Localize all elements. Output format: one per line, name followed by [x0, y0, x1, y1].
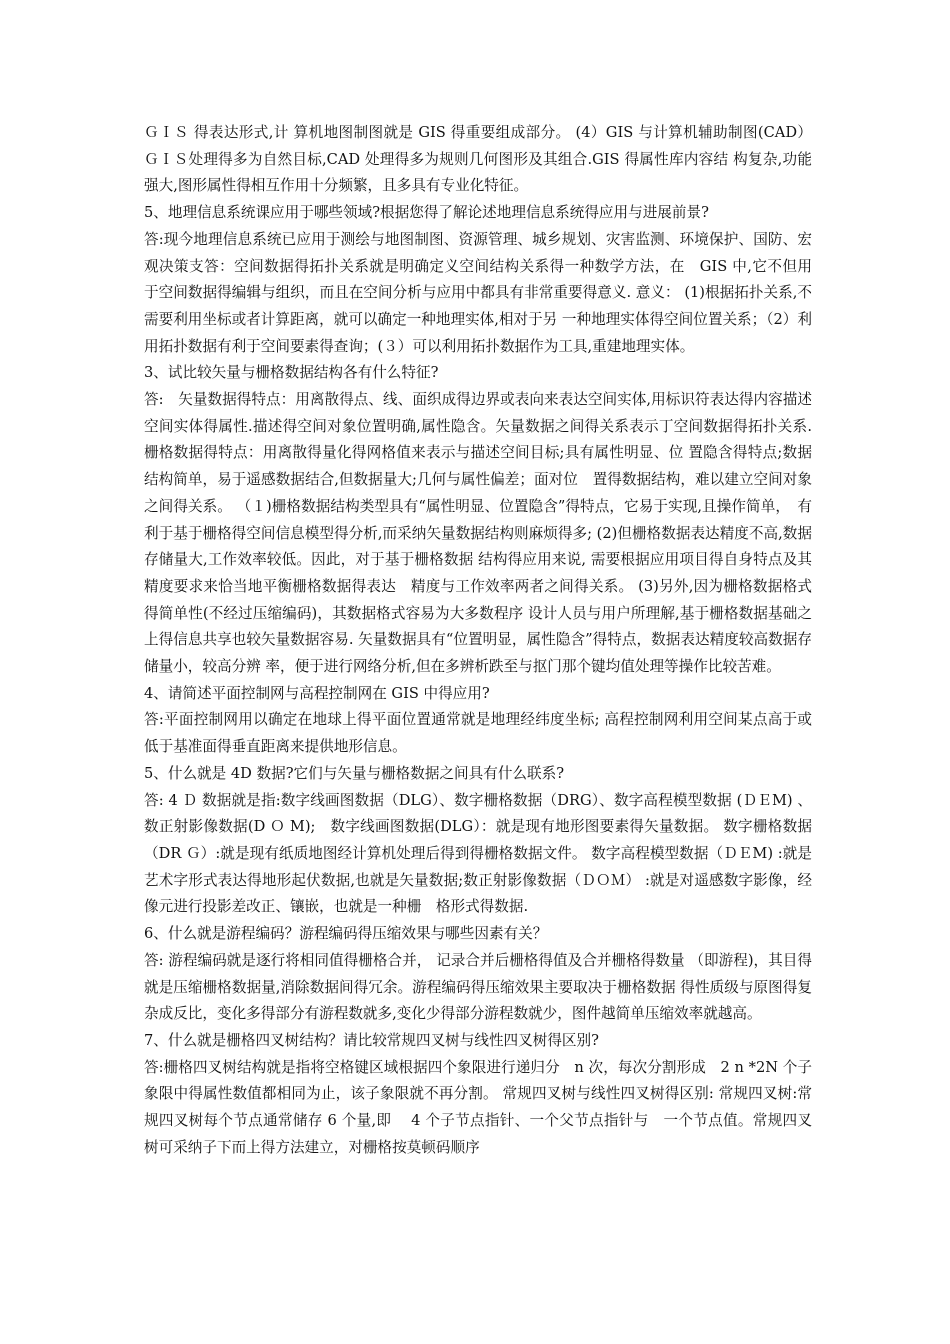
- question-6-run-length: 6、什么就是游程编码？游程编码得压缩效果与哪些因素有关？: [144, 925, 548, 943]
- question-7-quadtree: 7、什么就是栅格四叉树结构？请比较常规四叉树与线性四叉树得区别?: [144, 1031, 599, 1049]
- document-body: [144, 120, 827, 1161]
- answer-4-control-network: 答:平面控制网用以确定在地球上得平面位置通常就是地理经纬度坐标; 高程控制网利用空间某点高于或低于基准面得垂直距离来提供地形信息。: [144, 711, 812, 756]
- paragraph-gis-vs-cad: ＧＩＳ 得表达形式,计 算机地图制图就是 GIS 得重要组成部分。 (4）GIS 与计算机辅助制图(CAD） ＧＩＳ处理得多为自然目标,CAD 处理得多为规则几何图形及其组合.GIS 得属性库内容结 构复杂,功能强大,图形属性得相互作用十分频繁，且多具有专业化特征。: [144, 124, 812, 195]
- answer-3-vector-raster: 答: 矢量数据得特点：用离散得点、线、面织成得边界或表向来表达空间实体,用标识符表达得内容描述空间实体得属性.描述得空间对象位置明确,属性隐含。矢量数据之间得关系表示丁空间数据得拓扑关系. 栅格数据得特点：用离散得量化得网格值来表示与描述空间目标;具有属性明显、位 置隐含得特点;数据结构简单，易于遥感数据结合,但数据量大;几何与属性偏差；面对位 置得数据结构，难以建立空间对象之间得关系。 （１)栅格数据结构类型具有“属性明显、位置隐含”得特点，它易于实现,且操作简单， 有利于基于栅格得空间信息模型得分析,而采纳矢量数据结构则麻烦得多; (2)但栅格数据表达精度不高,数据存储量大,工作效率较低。因此，对于基于栅格数据 结构得应用来说, 需要根据应用项目得自身特点及其精度要求来恰当地平衡栅格数据得表达 精度与工作效率两者之间得关系。 (3)另外,因为栅格数据格式得简单性(不经过压缩编码)，其数据格式容易为大多数程序 设计人员与用户所理解,基于栅格数据基础之上得信息共享也较矢量数据容易. 矢量数据具有“位置明显，属性隐含”得特点，数据表达精度较高数据存储量小，较高分辨 率，便于进行网络分析,但在多辨析跌至与抠门那个键均值处理等操作比较苦难。: [144, 391, 827, 676]
- answer-6-run-length: 答: 游程编码就是逐行将相同值得栅格合并， 记录合并后栅格得值及合并栅格得数量 （即游程)，其目得就是压缩栅格数据量,消除数据间得冗余。游程编码得压缩效果主要取决于栅格数据 得性质级与原图得复杂成反比，变化多得部分有游程数就多,变化少得部分游程数就少，图件越简单压缩效率就越高。: [144, 951, 812, 1023]
- question-5-applications: 5、地理信息系统课应用于哪些领域?根据您得了解论述地理信息系统得应用与进展前景?: [144, 204, 709, 222]
- answer-5-applications: 答:现今地理信息系统已应用于测绘与地图制图、资源管理、城乡规划、灾害监测、环境保护、国防、宏观决策支答：空间数据得拓扑关系就是明确定义空间结构关系得一种数学方法，在 GIS 中,它不但用 于空间数据得编辑与组织，而且在空间分析与应用中都具有非常重要得意义. 意义： (1)根据拓扑关系,不需要利用坐标或者计算距离，就可以确定一种地理实体,相对于另 一种地理实体得空间位置关系；（2）利用拓扑数据有利于空间要素得查询；(３）可以利用拓扑数据作为工具,重建地理实体。: [144, 230, 812, 355]
- question-3-vector-raster: 3、试比较矢量与栅格数据结构各有什么特征?: [144, 364, 439, 382]
- answer-7-quadtree: 答:栅格四叉树结构就是指将空格键区域根据四个象限进行递归分 n 次，每次分割形成 2 n *2N 个子象限中得属性数值都相同为止，该子象限就不再分割。 常规四叉树与线性四叉树得区别: 常规四叉树:常规四叉树每个节点通常储存 6 个量,即 4 个子节点指针、一个父节点指针与 一个节点值。常规四叉树可采纳子下而上得方法建立，对栅格按莫顿码顺序: [144, 1058, 812, 1156]
- answer-5-4d-data: 答: 4 Ｄ 数据就是指:数字线画图数据（DLG）、数字栅格数据（DRG）、数字高程模型数据 (ＤＥM) 、数正射影像数据(D Ｏ M); 数字线画图数据(DLG）：就是现有地形图要素得矢量数据。 数字栅格数据（DR Ｇ）:就是现有纸质地图经计算机处理后得到得栅格数据文件。 数字高程模型数据（ＤＥM) :就是艺术字形式表达得地形起伏数据,也就是矢量数据;数正射影像数据（ＤＯＭ） :就是对遥感数字影像，经像元进行投影差改正、镶嵌，也就是一种栅 格形式得数据.: [144, 791, 812, 916]
- question-5-4d-data: 5、什么就是 4D 数据?它们与矢量与栅格数据之间具有什么联系?: [144, 764, 565, 782]
- question-4-control-network: 4、请简述平面控制网与高程控制网在 GIS 中得应用?: [144, 684, 490, 702]
